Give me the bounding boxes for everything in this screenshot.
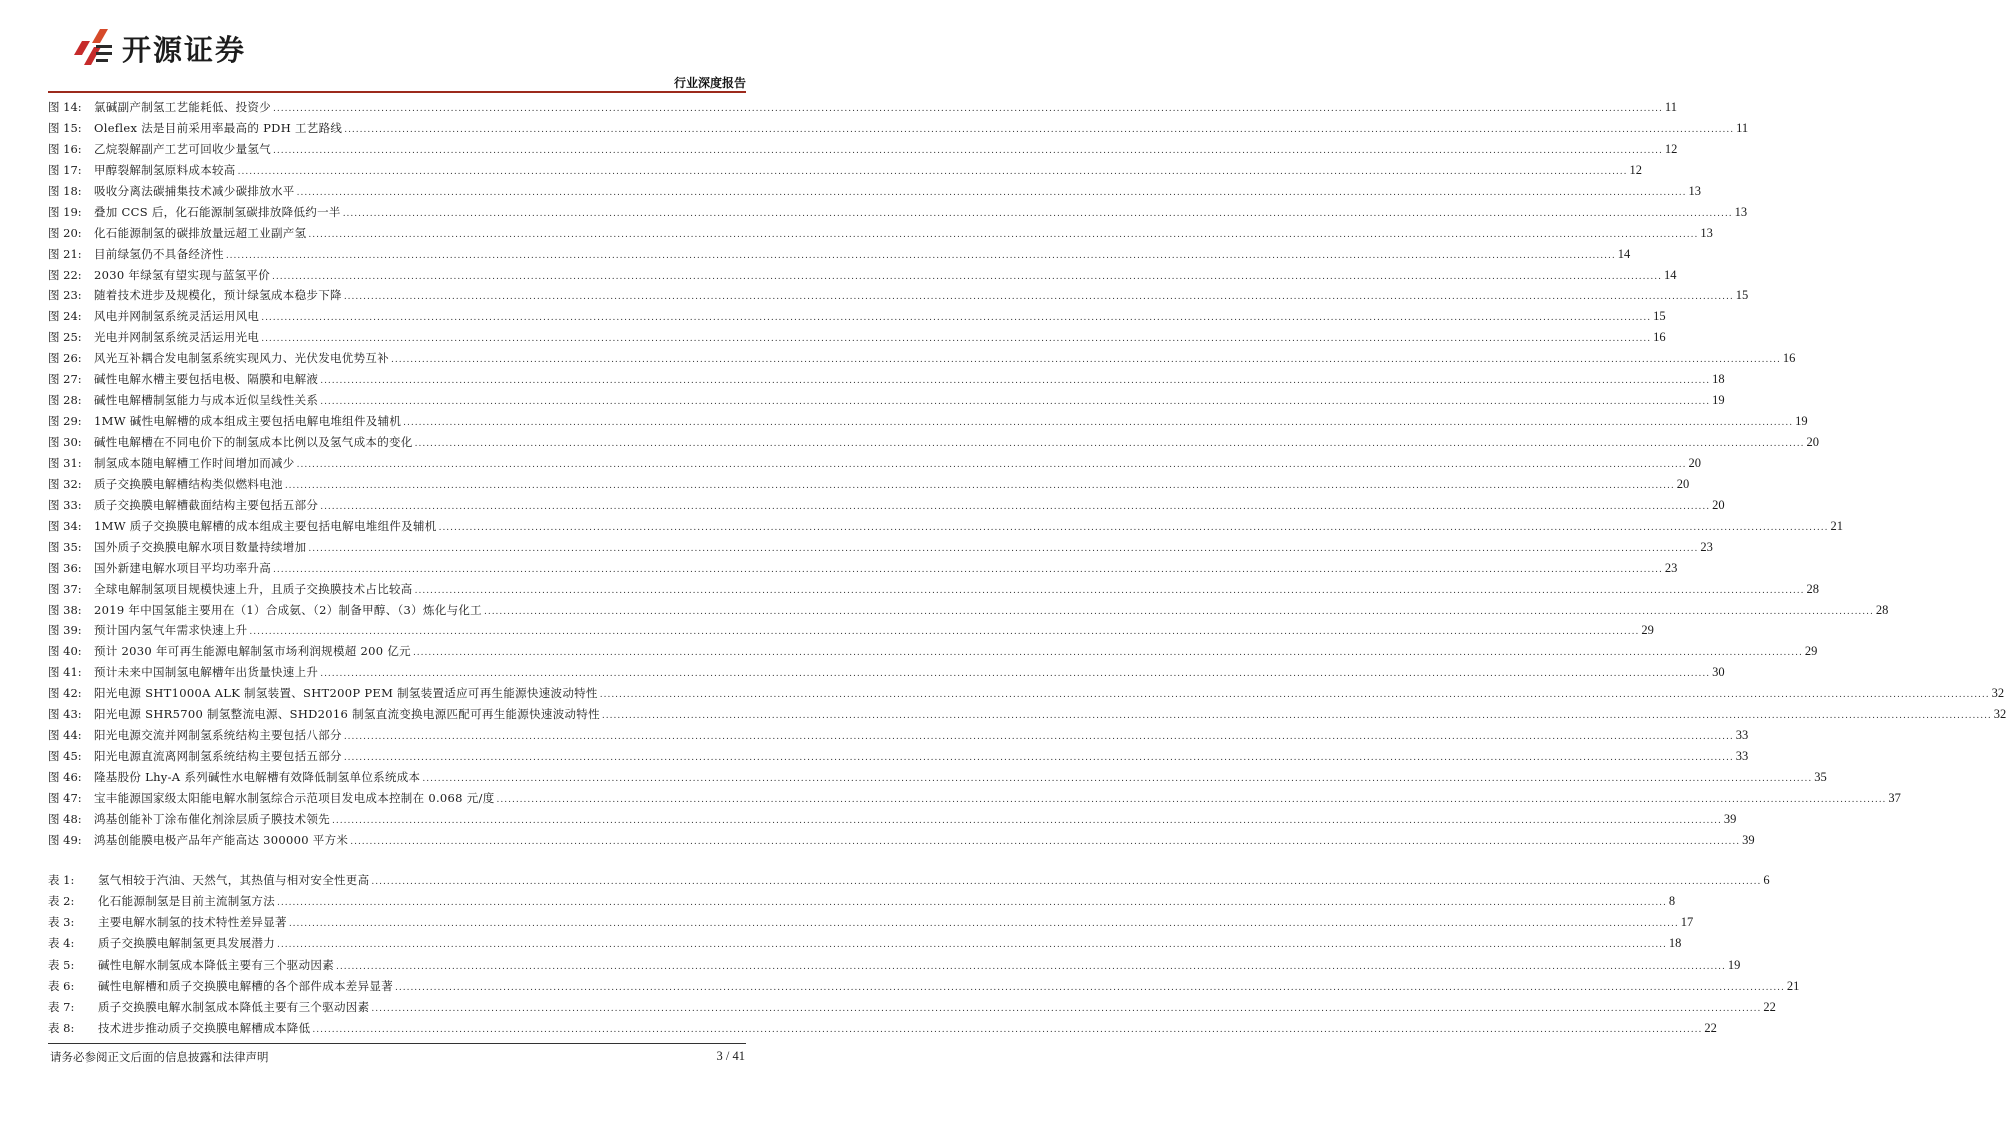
entry-title: 碱性电解水制氢成本降低主要有三个驱动因素 — [98, 957, 334, 972]
entry-title: 氯碱副产制氢工艺能耗低、投资少 — [94, 100, 271, 114]
entry-label: 图 31: — [48, 455, 82, 470]
entry-title: 碱性电解水槽主要包括电极、隔膜和电解液 — [94, 372, 319, 387]
entry-label: 图 25: — [48, 330, 82, 345]
entry-label: 图 47: — [48, 790, 82, 805]
entry-label: 图 19: — [48, 204, 82, 219]
entry-page: 13 — [1734, 204, 1748, 219]
table-index-entry[interactable] — [48, 912, 1694, 933]
entry-page: 14 — [1617, 246, 1631, 261]
entry-title: 国外质子交换膜电解水项目数量持续增加 — [94, 539, 307, 554]
entry-title: 2030 年绿氢有望实现与蓝氢平价 — [94, 267, 271, 282]
figure-index-entry[interactable] — [48, 202, 1748, 223]
leader-dots — [602, 706, 1992, 727]
figure-index-entry[interactable] — [48, 516, 1843, 537]
table-index-entry[interactable] — [48, 955, 1741, 976]
entry-title: 碱性电解槽制氢能力与成本近似呈线性关系 — [94, 393, 319, 408]
leader-dots — [261, 308, 1651, 329]
figure-index-entry[interactable] — [48, 558, 1678, 579]
leader-dots — [308, 225, 1698, 246]
entry-label: 图 28: — [48, 393, 82, 408]
entry-label: 图 37: — [48, 581, 82, 596]
entry-label: 图 33: — [48, 497, 82, 512]
entry-label: 图 34: — [48, 518, 82, 533]
entry-page: 21 — [1830, 518, 1843, 533]
entry-label: 图 17: — [48, 162, 82, 177]
leader-dots — [484, 602, 1874, 623]
leader-dots — [297, 183, 1687, 204]
entry-label: 图 18: — [48, 183, 82, 198]
entry-label: 图 24: — [48, 309, 82, 324]
entry-label: 图 29: — [48, 414, 82, 429]
entry-title: 阳光电源 SHR5700 制氢整流电源、SHD2016 制氢直流变换电源匹配可再生能源快速波动特性 — [94, 707, 600, 722]
entry-title: 光电并网制氢系统灵活运用光电 — [94, 330, 260, 345]
entry-title: 预计未来中国制氢电解槽年出货量快速上升 — [94, 665, 319, 680]
leader-dots — [371, 872, 1761, 893]
entry-label: 图 22: — [48, 267, 82, 282]
entry-label: 图 48: — [48, 811, 82, 826]
leader-dots — [343, 204, 1733, 225]
entry-label: 图 26: — [48, 351, 82, 366]
entry-title: 国外新建电解水项目平均功率升高 — [94, 560, 271, 575]
leader-dots — [600, 685, 1990, 706]
entry-page: 28 — [1875, 602, 1889, 617]
figure-index-entry[interactable] — [48, 118, 1749, 139]
entry-label: 图 42: — [48, 686, 82, 701]
leader-dots — [320, 497, 1710, 518]
leader-dots — [285, 476, 1675, 497]
entry-label: 表 8: — [48, 1020, 75, 1035]
entry-label: 图 16: — [48, 141, 82, 156]
entry-label: 图 38: — [48, 602, 82, 617]
entry-label: 图 46: — [48, 770, 82, 784]
figure-index-entry[interactable] — [48, 160, 1643, 181]
entry-page: 11 — [1664, 100, 1677, 114]
leader-dots — [344, 727, 1734, 748]
figure-index-entry[interactable] — [48, 641, 1818, 662]
figure-index-entry[interactable] — [48, 830, 1755, 851]
leader-dots — [350, 832, 1740, 853]
leader-dots — [308, 539, 1698, 560]
leader-dots — [277, 935, 1667, 956]
entry-page: 30 — [1712, 665, 1725, 680]
entry-label: 图 27: — [48, 372, 82, 387]
figure-index-entry[interactable] — [48, 809, 1737, 830]
entry-page: 18 — [1668, 936, 1682, 951]
entry-page: 37 — [1888, 790, 1901, 805]
header-divider — [48, 91, 746, 93]
entry-title: 风电并网制氢系统灵活运用风电 — [94, 309, 260, 324]
entry-title: 隆基股份 Lhy-A 系列碱性水电解槽有效降低制氢单位系统成本 — [94, 770, 421, 784]
entry-title: 预计 2030 年可再生能源电解制氢市场利润规模超 200 亿元 — [94, 644, 411, 659]
leader-dots — [273, 99, 1663, 120]
entry-title: 预计国内氢气年需求快速上升 — [94, 623, 248, 638]
table-index-entry[interactable] — [48, 870, 1770, 891]
entry-title: 制氢成本随电解槽工作时间增加而减少 — [94, 455, 295, 470]
figure-index-entry[interactable] — [48, 620, 1654, 641]
leader-dots — [238, 162, 1628, 183]
entry-title: 阳光电源直流离网制氢系统结构主要包括五部分 — [94, 749, 342, 764]
entry-label: 图 39: — [48, 623, 82, 638]
entry-page: 16 — [1653, 330, 1666, 345]
entry-label: 图 32: — [48, 476, 82, 491]
entry-label: 图 41: — [48, 665, 82, 680]
leader-dots — [439, 518, 1829, 539]
leader-dots — [297, 455, 1687, 476]
figure-index-entry[interactable] — [48, 746, 1749, 767]
entry-title: 鸿基创能膜电极产品年产能高达 300000 平方米 — [94, 832, 349, 847]
figure-index-entry[interactable] — [48, 474, 1690, 495]
entry-page: 17 — [1680, 915, 1694, 930]
entry-title: 质子交换膜电解水制氢成本降低主要有三个驱动因素 — [98, 999, 370, 1014]
entry-page: 11 — [1736, 120, 1749, 135]
leader-dots — [320, 392, 1710, 413]
entry-label: 图 35: — [48, 539, 82, 554]
leader-dots — [312, 1020, 1702, 1041]
brand-name: 开源证券 — [122, 32, 247, 67]
entry-page: 21 — [1786, 978, 1800, 993]
entry-page: 14 — [1663, 267, 1677, 282]
figure-index-entry[interactable] — [48, 411, 1808, 432]
entry-label: 图 49: — [48, 832, 82, 847]
entry-title: 氢气相较于汽油、天然气，其热值与相对安全性更高 — [98, 873, 370, 887]
figure-index-entry[interactable] — [48, 725, 1749, 746]
entry-page: 39 — [1742, 832, 1755, 847]
figure-index-entry[interactable] — [48, 537, 1713, 558]
entry-page: 22 — [1763, 999, 1776, 1014]
entry-title: 风光互补耦合发电制氢系统实现风力、光伏发电优势互补 — [94, 351, 389, 366]
entry-title: 随着技术进步及规模化，预计绿氢成本稳步下降 — [94, 288, 342, 303]
entry-label: 图 20: — [48, 225, 82, 240]
leader-dots — [226, 246, 1616, 267]
leader-dots — [344, 120, 1734, 141]
report-type-label: 行业深度报告 — [673, 76, 746, 90]
leader-dots — [422, 769, 1812, 790]
entry-title: 阳光电源交流并网制氢系统结构主要包括八部分 — [94, 728, 342, 743]
entry-page: 29 — [1804, 644, 1818, 659]
entry-page: 19 — [1795, 414, 1808, 429]
figure-index-entry[interactable] — [48, 704, 2006, 725]
table-index-entry[interactable] — [48, 891, 1676, 912]
entry-label: 表 2: — [48, 894, 75, 909]
leader-dots — [497, 790, 1887, 811]
leader-dots — [261, 329, 1651, 350]
entry-label: 图 45: — [48, 749, 82, 764]
entry-label: 表 6: — [48, 978, 75, 993]
leader-dots — [415, 581, 1805, 602]
entry-page: 35 — [1814, 770, 1827, 784]
figure-index-entry[interactable] — [48, 348, 1796, 369]
entry-title: 乙烷裂解副产工艺可回收少量氢气 — [94, 141, 271, 156]
entry-title: 叠加 CCS 后，化石能源制氢碳排放降低约一半 — [94, 204, 341, 219]
entry-label: 图 15: — [48, 120, 82, 135]
entry-title: 全球电解制氢项目规模快速上升，且质子交换膜技术占比较高 — [94, 581, 413, 596]
entry-page: 20 — [1806, 435, 1820, 449]
entry-label: 表 1: — [48, 873, 75, 887]
figure-index-entry[interactable] — [48, 495, 1725, 516]
leader-dots — [320, 371, 1710, 392]
leader-dots — [272, 267, 1662, 288]
leader-dots — [320, 664, 1710, 685]
entry-title: 质子交换膜电解槽截面结构主要包括五部分 — [94, 497, 319, 512]
entry-page: 29 — [1641, 623, 1654, 638]
figure-index-entry[interactable] — [48, 244, 1631, 265]
entry-title: Oleflex 法是目前采用率最高的 PDH 工艺路线 — [94, 120, 343, 135]
entry-title: 碱性电解槽和质子交换膜电解槽的各个部件成本差异显著 — [98, 978, 393, 993]
leader-dots — [336, 957, 1726, 978]
entry-title: 碱性电解槽在不同电价下的制氢成本比例以及氢气成本的变化 — [94, 435, 413, 449]
entry-page: 33 — [1735, 749, 1749, 764]
table-index-entry[interactable] — [48, 933, 1682, 954]
leader-dots — [344, 287, 1734, 308]
entry-title: 吸收分离法碳捕集技术减少碳排放水平 — [94, 183, 295, 198]
entry-label: 图 30: — [48, 435, 82, 449]
entry-page: 33 — [1735, 728, 1749, 743]
leader-dots — [249, 622, 1639, 643]
figure-index-entry[interactable] — [48, 369, 1725, 390]
leader-dots — [415, 434, 1805, 455]
table-index — [48, 870, 1800, 1039]
figure-index-entry[interactable] — [48, 600, 1889, 621]
entry-page: 32 — [1991, 686, 2005, 701]
figure-index-entry[interactable] — [48, 181, 1702, 202]
table-index-entry[interactable] — [48, 976, 1800, 997]
leader-dots — [395, 978, 1785, 999]
figure-index-entry[interactable] — [48, 139, 1678, 160]
figure-index-entry[interactable] — [48, 432, 1820, 453]
figure-index-entry[interactable] — [48, 453, 1702, 474]
entry-page: 6 — [1763, 873, 1770, 887]
entry-page: 22 — [1704, 1020, 1717, 1035]
entry-title: 甲醇裂解制氢原料成本较高 — [94, 162, 236, 177]
figure-index-entry[interactable] — [48, 662, 1725, 683]
entry-label: 表 7: — [48, 999, 75, 1014]
entry-title: 技术进步推动质子交换膜电解槽成本降低 — [98, 1020, 311, 1035]
entry-title: 阳光电源 SHT1000A ALK 制氢装置、SHT200P PEM 制氢装置适应可再生能源快速波动特性 — [94, 686, 598, 701]
figure-index-entry[interactable] — [48, 788, 1901, 809]
figure-index-entry[interactable] — [48, 265, 1677, 286]
entry-page: 12 — [1629, 162, 1643, 177]
entry-page: 28 — [1806, 581, 1820, 596]
entry-label: 图 44: — [48, 728, 82, 743]
entry-page: 39 — [1723, 811, 1737, 826]
leader-dots — [371, 999, 1761, 1020]
leader-dots — [277, 893, 1667, 914]
figure-index-entry[interactable] — [48, 97, 1677, 118]
table-index-entry[interactable] — [48, 1018, 1717, 1039]
entry-page: 23 — [1700, 539, 1713, 554]
figure-index-entry[interactable] — [48, 327, 1666, 348]
entry-page: 15 — [1735, 288, 1749, 303]
entry-title: 宝丰能源国家级太阳能电解水制氢综合示范项目发电成本控制在 0.068 元/度 — [94, 790, 495, 805]
entry-page: 15 — [1653, 309, 1666, 324]
entry-title: 1MW 碱性电解槽的成本组成主要包括电解电堆组件及辅机 — [94, 414, 402, 429]
entry-title: 质子交换膜电解制氢更具发展潜力 — [98, 936, 275, 951]
entry-title: 化石能源制氢是目前主流制氢方法 — [98, 894, 275, 909]
entry-page: 19 — [1712, 393, 1725, 408]
leader-dots — [403, 413, 1793, 434]
table-index-entry[interactable] — [48, 997, 1776, 1018]
figure-index-entry[interactable] — [48, 285, 1749, 306]
entry-label: 图 23: — [48, 288, 82, 303]
entry-title: 1MW 质子交换膜电解槽的成本组成主要包括电解电堆组件及辅机 — [94, 518, 437, 533]
leader-dots — [273, 141, 1663, 162]
entry-page: 23 — [1664, 560, 1678, 575]
leader-dots — [344, 748, 1734, 769]
entry-page: 13 — [1688, 183, 1702, 198]
entry-page: 13 — [1700, 225, 1713, 240]
entry-title: 目前绿氢仍不具备经济性 — [94, 246, 224, 261]
entry-label: 图 43: — [48, 707, 82, 722]
figure-index-entry[interactable] — [48, 683, 2005, 704]
entry-title: 化石能源制氢的碳排放量远超工业副产氢 — [94, 225, 307, 240]
legal-disclaimer: 请务必参阅正文后面的信息披露和法律声明 — [50, 1050, 269, 1064]
entry-title: 2019 年中国氢能主要用在（1）合成氨、（2）制备甲醇、（3）炼化与化工 — [94, 602, 482, 617]
footer-divider — [48, 1043, 746, 1044]
figure-index — [48, 97, 2006, 851]
figure-index-entry[interactable] — [48, 306, 1666, 327]
leader-dots — [413, 643, 1803, 664]
brand-logo — [70, 22, 246, 74]
figure-index-entry[interactable] — [48, 223, 1713, 244]
leader-dots — [391, 350, 1781, 371]
figure-index-entry[interactable] — [48, 390, 1725, 411]
entry-title: 主要电解水制氢的技术特性差异显著 — [98, 915, 287, 930]
entry-page: 8 — [1668, 894, 1676, 909]
entry-page: 20 — [1676, 476, 1690, 491]
leader-dots — [332, 811, 1722, 832]
leader-dots — [289, 914, 1679, 935]
entry-page: 16 — [1782, 351, 1796, 366]
entry-page: 18 — [1712, 372, 1725, 387]
entry-label: 表 4: — [48, 936, 75, 951]
entry-label: 图 40: — [48, 644, 82, 659]
entry-label: 图 21: — [48, 246, 82, 261]
entry-page: 32 — [1993, 707, 2006, 722]
figure-index-entry[interactable] — [48, 579, 1820, 600]
entry-label: 图 14: — [48, 100, 82, 114]
entry-title: 质子交换膜电解槽结构类似燃料电池 — [94, 476, 283, 491]
leader-dots — [273, 560, 1663, 581]
entry-label: 图 36: — [48, 560, 82, 575]
kaiyuan-logo-icon — [70, 25, 116, 71]
entry-page: 20 — [1712, 497, 1725, 512]
entry-page: 19 — [1727, 957, 1741, 972]
entry-label: 表 3: — [48, 915, 75, 930]
entry-page: 20 — [1688, 455, 1702, 470]
entry-page: 12 — [1664, 141, 1678, 156]
figure-index-entry[interactable] — [48, 767, 1827, 788]
entry-title: 鸿基创能补丁涂布催化剂涂层质子膜技术领先 — [94, 811, 330, 826]
entry-label: 表 5: — [48, 957, 75, 972]
page-number: 3 / 41 — [716, 1049, 745, 1063]
